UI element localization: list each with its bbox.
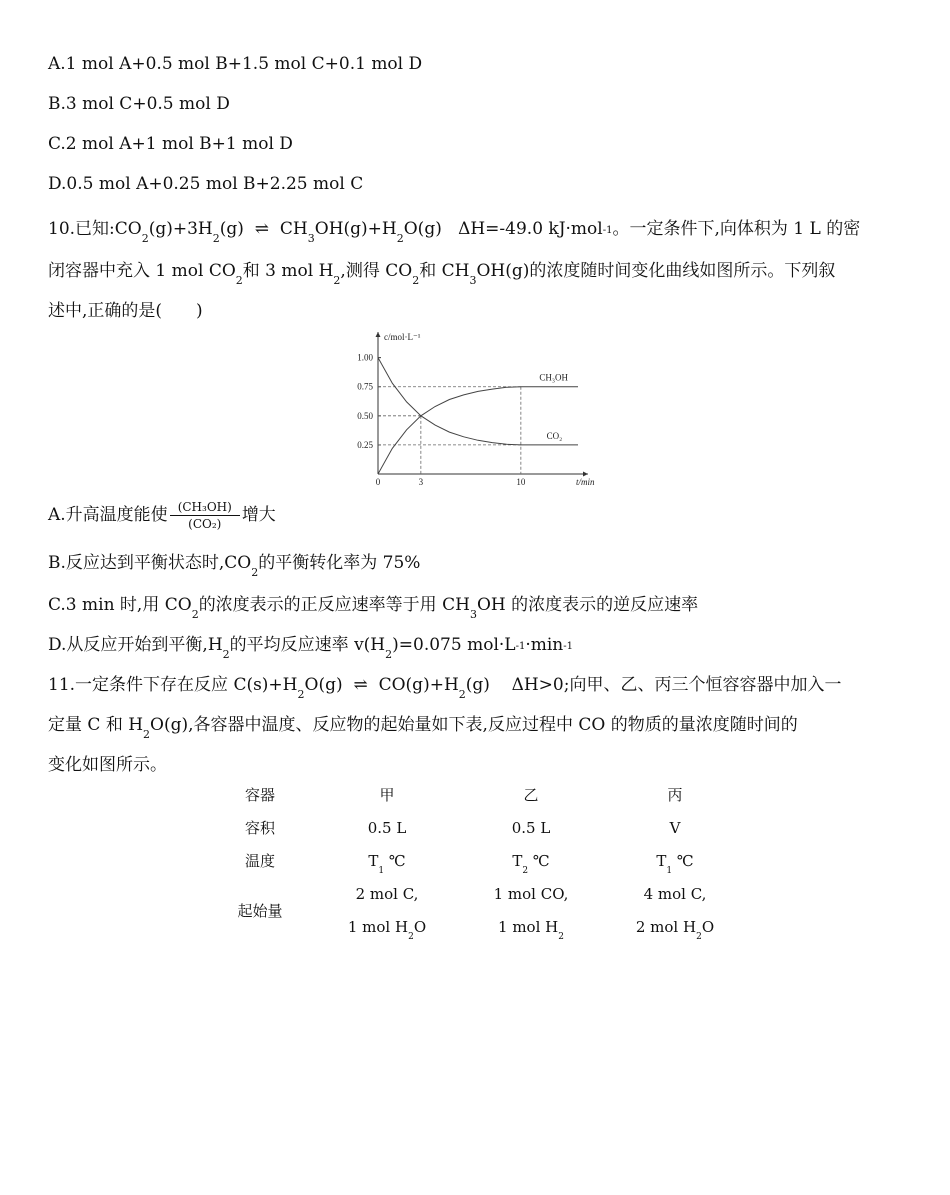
table-cell: 4 mol C,	[643, 884, 707, 903]
q10-option-c: C.3 min 时,用 $CO_2$的浓度表示的正反应速率等于用 $CH_3OH$ 的浓度表示的逆反应速率	[48, 595, 699, 621]
table-cell: 0.5 L	[511, 818, 551, 837]
table-cell: 2 mol C,	[355, 884, 419, 903]
series-label-ch3oh: CH₃OH	[539, 372, 569, 383]
y-axis-arrow-icon	[376, 332, 381, 337]
x-tick-label: 3	[418, 477, 424, 487]
q9-option-c: C.2 mol A+1 mol B+1 mol D	[48, 134, 293, 154]
table-cell: 0.5 L	[367, 818, 407, 837]
table-header: 甲	[379, 786, 395, 804]
q9-option-a: A.1 mol A+0.5 mol B+1.5 mol C+0.1 mol D	[48, 54, 423, 74]
y-axis-label: c/mol·L⁻¹	[384, 332, 421, 342]
table-cell: $T_1$ ℃	[368, 851, 406, 876]
table-cell: 1 mol $H_2O$	[347, 917, 427, 942]
table-cell: 起始量	[237, 901, 283, 920]
q9-option-d: D.0.5 mol A+0.25 mol B+2.25 mol C	[48, 174, 364, 194]
table-cell: $T_2$ ℃	[512, 851, 550, 876]
y-tick-label: 0.25	[357, 439, 373, 450]
table-header: 容器	[244, 786, 275, 804]
y-tick-label: 1.00	[357, 352, 373, 363]
x-axis-arrow-icon	[583, 472, 588, 477]
table-row	[216, 877, 758, 910]
x-tick-label: 0	[375, 477, 381, 487]
q11-stem-line2: 定量 C 和 $H_2O(g)$,各容器中温度、反应物的起始量如下表,反应过程中 CO 的物质的量浓度随时间的	[48, 715, 798, 741]
table-header: 丙	[667, 786, 683, 804]
table-cell: 1 mol $H_2$	[498, 917, 564, 942]
table-row	[216, 811, 758, 844]
reversible-arrow-icon: ⇌	[254, 219, 270, 239]
q9-option-b: B.3 mol C+0.5 mol D	[48, 94, 230, 114]
y-tick-label: 0.50	[357, 410, 373, 421]
x-tick-label: 10	[516, 477, 526, 487]
reversible-arrow-icon: ⇌	[353, 675, 368, 695]
q10-stem-line3: 述中,正确的是( )	[48, 301, 203, 321]
fraction: $\frac{\text{(CH₃OH)}}{\text{(CO₂)}}$	[170, 500, 240, 531]
q10-stem-line2: 闭容器中充入 1 mol $CO_2$和 3 mol $H_2$,测得 $CO_2$和 $CH_3OH(g)$的浓度随时间变化曲线如图所示。下列叙	[48, 261, 836, 287]
q10-option-a: A.升高温度能使 $\frac{\text{(CH₃OH)}}{\text{(CO₂)}}$ 增大	[48, 500, 276, 531]
table-row	[216, 844, 758, 877]
table-cell: 温度	[244, 852, 275, 870]
table-cell: 容积	[244, 819, 275, 837]
y-tick-label: 0.75	[357, 381, 373, 392]
q10-option-d: D.从反应开始到平衡$,H_2$的平均反应速率 $v(H_2)=0.075$ mol·L-1·min-1	[48, 635, 573, 661]
series-label-co2: CO₂	[546, 430, 563, 441]
table-header: 乙	[523, 786, 539, 804]
q10-stem-line1: 10.已知$:CO_2(g)+3H_2(g)$ ⇌ $CH_3OH(g)+H_2O(g)$ ΔH=-49.0 kJ·mol-1。一定条件下,向体积为 1 L 的密	[48, 219, 861, 245]
table-cell: 1 mol CO,	[493, 884, 569, 903]
x-axis-label: t/min	[576, 477, 595, 487]
table-row	[216, 778, 758, 811]
table-cell: 2 mol $H_2O$	[635, 917, 715, 942]
concentration-time-chart	[350, 328, 600, 490]
q11-stem-line1: 11.一定条件下存在反应 $C(s)+H_2O(g)$ ⇌ $CO(g)+H_2(g)$ ΔH>0;向甲、乙、丙三个恒容容器中加入一	[48, 675, 842, 701]
q10-option-b: B.反应达到平衡状态时$,CO_2$的平衡转化率为 75%	[48, 553, 421, 579]
q11-stem-line3: 变化如图所示。	[48, 755, 167, 775]
table-cell: $T_1$ ℃	[656, 851, 694, 876]
table-cell: V	[669, 818, 681, 837]
container-table	[216, 778, 758, 943]
